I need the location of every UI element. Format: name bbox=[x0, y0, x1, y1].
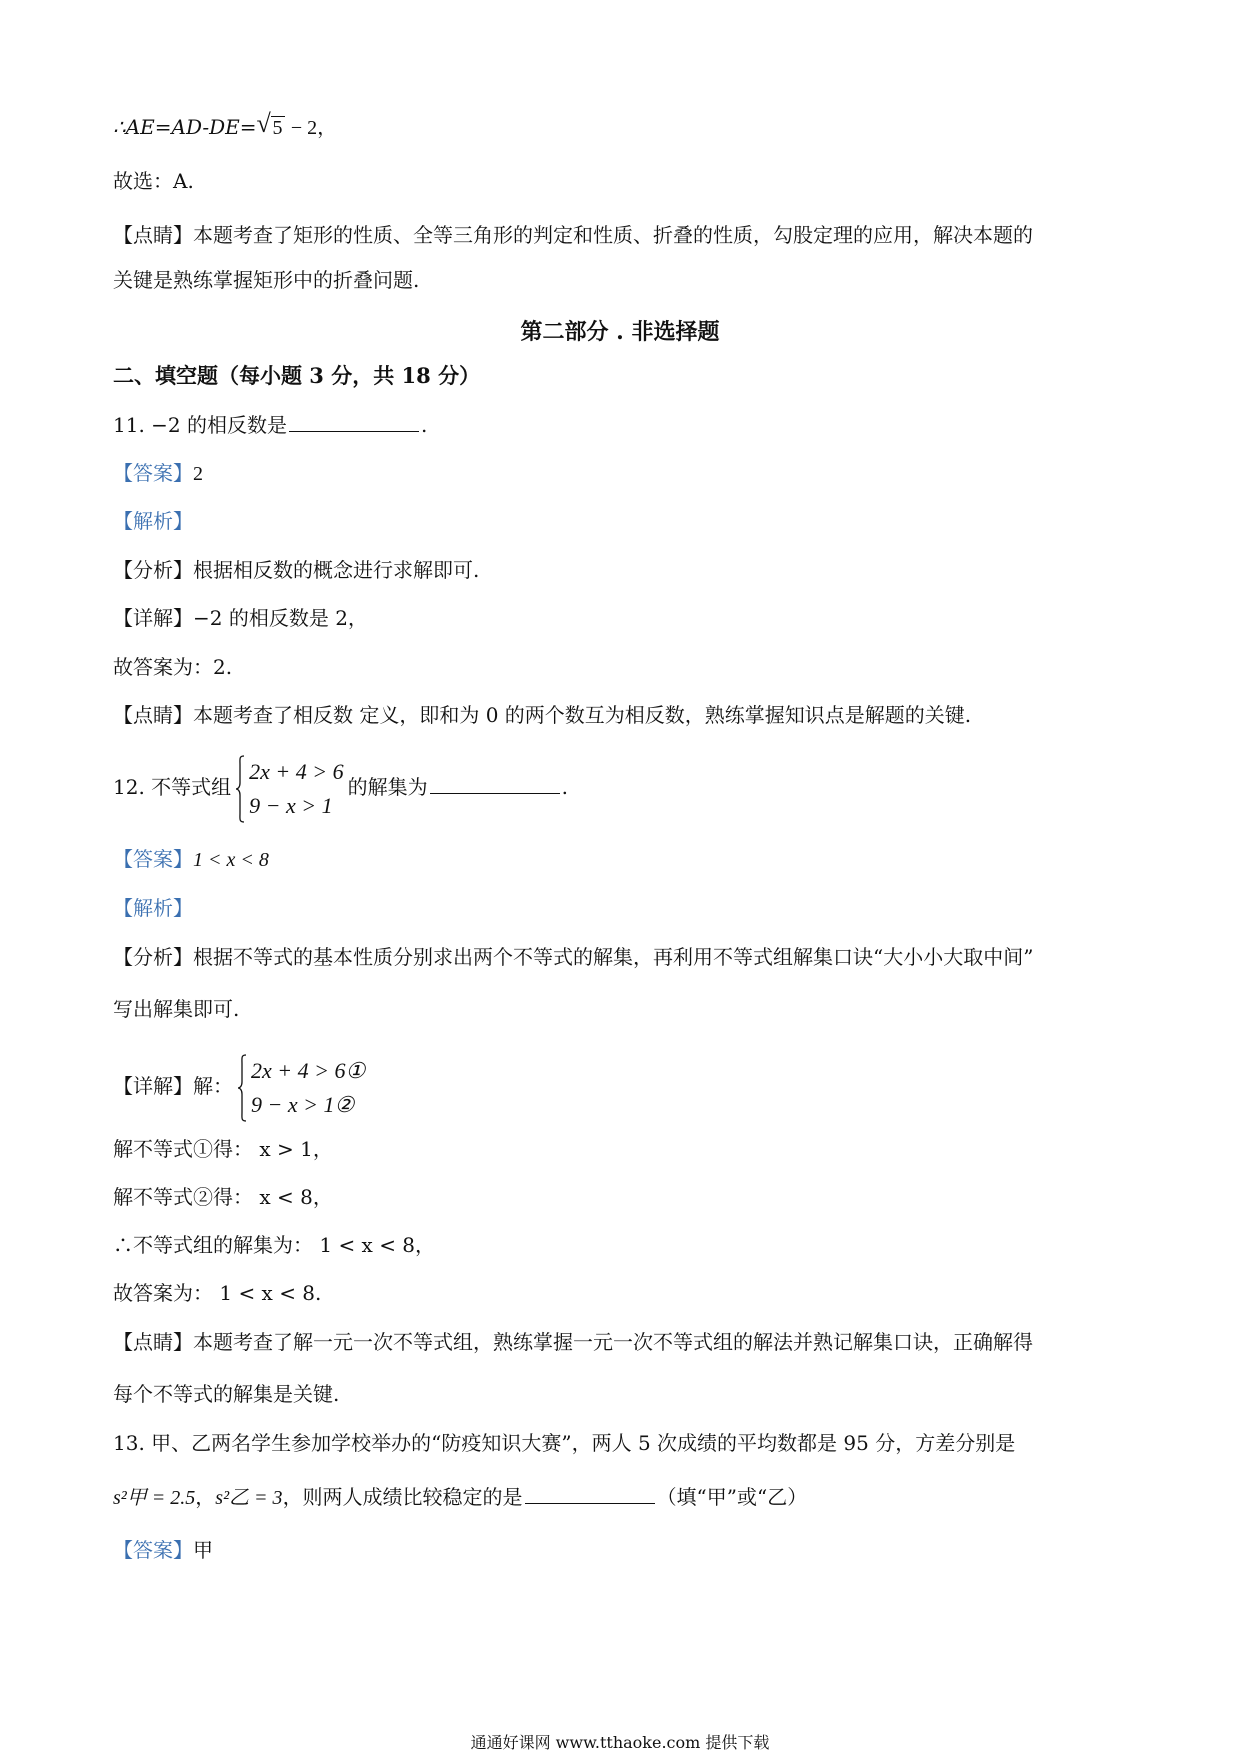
q13-answer bbox=[113, 1537, 213, 1563]
q12-answer bbox=[113, 846, 269, 873]
conclusion-suffix: − 2， bbox=[290, 117, 338, 139]
variance-yi: s²乙 = 3 bbox=[215, 1487, 283, 1509]
answer-tag: 【答案】 bbox=[113, 847, 193, 871]
conclusion-line bbox=[113, 109, 338, 141]
conclusion-prefix: ∴AE=AD-DE= bbox=[113, 115, 257, 139]
system-row-2: 9 − x > 1 bbox=[249, 792, 333, 818]
radical-sign-icon: √ bbox=[256, 109, 271, 138]
section-title: 第二部分 . 非选择题 bbox=[520, 319, 720, 345]
q12-fenxi-1: 【分析】根据不等式的基本性质分别求出两个不等式的解集，再利用不等式组解集口诀“大小小大取中间” bbox=[113, 945, 1034, 969]
q11-stem bbox=[113, 412, 427, 438]
answer-value: 甲 bbox=[193, 1538, 213, 1562]
system-row-1: 2x + 4 > 6① bbox=[251, 1057, 366, 1083]
analysis-tag: 【解析】 bbox=[113, 896, 193, 920]
q12-step-4: 故答案为： 1 < x < 8. bbox=[113, 1281, 322, 1305]
answer-blank bbox=[289, 413, 419, 432]
xiangjie-tag: 【详解】解： bbox=[113, 1074, 233, 1098]
q12-step-1: 解不等式①得： x > 1， bbox=[113, 1137, 333, 1161]
q11-stem-text: 11. −2 的相反数是 bbox=[113, 413, 288, 437]
q11-final-answer: 故答案为：2. bbox=[113, 655, 233, 679]
inequality-system-numbered bbox=[237, 1054, 365, 1122]
q13-stem-2 bbox=[113, 1484, 807, 1511]
q12-stem-mid: 的解集为 bbox=[347, 775, 428, 799]
answer-value: 1 < x < 8 bbox=[193, 849, 269, 871]
q13-stem-1: 13. 甲、乙两名学生参加学校举办的“防疫知识大赛”，两人 5 次成绩的平均数都是 95 分，方差分别是 bbox=[113, 1431, 1016, 1455]
q11-xiangjie: 【详解】−2 的相反数是 2， bbox=[113, 606, 368, 630]
answer-blank bbox=[525, 1485, 655, 1504]
q12-step-2: 解不等式②得： x < 8， bbox=[113, 1185, 333, 1209]
q11-fenxi: 【分析】根据相反数的概念进行求解即可. bbox=[113, 558, 480, 582]
analysis-tag: 【解析】 bbox=[113, 509, 193, 533]
footer-text: 通通好课网 www.tthaoke.com 提供下载 bbox=[470, 1733, 770, 1752]
q12-xiangjie bbox=[113, 1048, 369, 1124]
q13-stem-mid: ，则两人成绩比较稳定的是 bbox=[282, 1485, 523, 1509]
system-row-2: 9 − x > 1② bbox=[251, 1091, 355, 1117]
q12-stem bbox=[113, 752, 568, 823]
q11-dianjing: 【点睛】本题考查了相反数 定义，即和为 0 的两个数互为相反数，熟练掌握知识点是解题的关键. bbox=[113, 703, 972, 727]
variance-jia: s²甲 = 2.5 bbox=[113, 1487, 196, 1509]
answer-blank bbox=[430, 775, 560, 794]
answer-tag: 【答案】 bbox=[113, 1538, 193, 1562]
brace-icon bbox=[235, 755, 245, 823]
answer-value: 2 bbox=[193, 463, 203, 485]
q13-stem-end: （填“甲”或“乙） bbox=[656, 1485, 808, 1509]
inequality-system bbox=[235, 755, 343, 823]
sqrt-argument: 5 bbox=[272, 117, 283, 139]
sqrt-expression bbox=[256, 109, 285, 141]
review-line-1: 【点睛】本题考查了矩形的性质、全等三角形的判定和性质、折叠的性质，勾股定理的应用，解决本题的 bbox=[113, 223, 1033, 247]
sep: ， bbox=[195, 1485, 216, 1509]
q12-dianjing-1: 【点睛】本题考查了解一元一次不等式组，熟练掌握一元一次不等式组的解法并熟记解集口诀，正确解得 bbox=[113, 1330, 1033, 1354]
review-line-2: 关键是熟练掌握矩形中的折叠问题. bbox=[113, 268, 420, 292]
brace-icon bbox=[237, 1054, 247, 1122]
system-row-1: 2x + 4 > 6 bbox=[249, 758, 344, 784]
q12-stem-text: 12. 不等式组 bbox=[113, 775, 232, 799]
q11-answer bbox=[113, 460, 203, 487]
q12-dianjing-2: 每个不等式的解集是关键. bbox=[113, 1382, 340, 1406]
part-heading: 二、填空题（每小题 3 分，共 18 分） bbox=[113, 363, 481, 388]
q12-step-3: ∴不等式组的解集为： 1 < x < 8， bbox=[113, 1233, 436, 1257]
q11-stem-end: . bbox=[421, 413, 428, 437]
choice-line: 故选：A. bbox=[113, 169, 194, 193]
q12-fenxi-2: 写出解集即可. bbox=[113, 997, 240, 1021]
answer-tag: 【答案】 bbox=[113, 461, 193, 485]
q12-stem-end: . bbox=[561, 775, 568, 799]
